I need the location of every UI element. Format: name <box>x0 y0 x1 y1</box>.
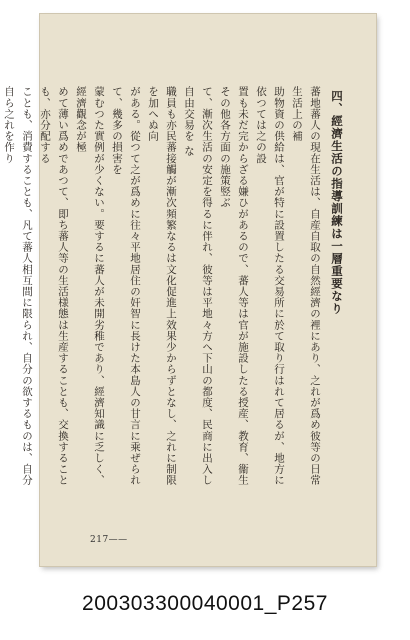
text-line-8: めて薄い爲めであつて、即ち蕃人等の生活様態は生産することも、交換することも、亦分配する <box>39 86 69 486</box>
text-line-4: て、漸次生活の安定を得るに伴れ、彼等は平地々方へ下山の都度、民商に出入し自由交易を な <box>183 86 213 486</box>
page-number: 217—— <box>90 535 128 545</box>
book-page <box>3 14 376 566</box>
text-line-3: 置も未だ完からざる嫌ひがあるので、蕃人等は官が施設したる授産、教育、衞生その他各方面の施策竪ぶ <box>219 86 249 486</box>
text-line-1: 蕃地蕃人の現在生活は、自産自取の自然經濟の裡にあり、之れが爲め彼等の日常生活上の補 <box>291 86 321 486</box>
section-heading: 四、經濟生活の指導訓練は一層重要なり <box>330 90 344 315</box>
text-line-6: がある。從つて之が爲めに往々平地居住の奸智に長けた本島人の甘言に乘ぜられて、幾多の損害を <box>111 86 141 486</box>
archive-id-caption: 200303300040001_P257 <box>82 592 328 615</box>
text-line-5: 職員も亦民蕃接觸が漸次頻繁なるは文化促進上效果少からずとなし、之れに制限を加へぬ向 <box>147 86 177 486</box>
vertical-text-block <box>0 86 346 496</box>
text-line-7: 蒙むつた實例が少くない。要するに蕃人が未開劣稚であり、經濟知識に乏しく、經濟觀念が極 <box>75 86 105 486</box>
text-line-2: 助物資の供給は、官が特に設置したる交易所に於て取り行はれて居るが、地方に依つては之の設 <box>255 86 285 486</box>
text-line-9: ことも、消費することも、凡て蕃人相互間に限られ、自分の欲するものは、自分自ら之れを作り <box>3 86 33 486</box>
